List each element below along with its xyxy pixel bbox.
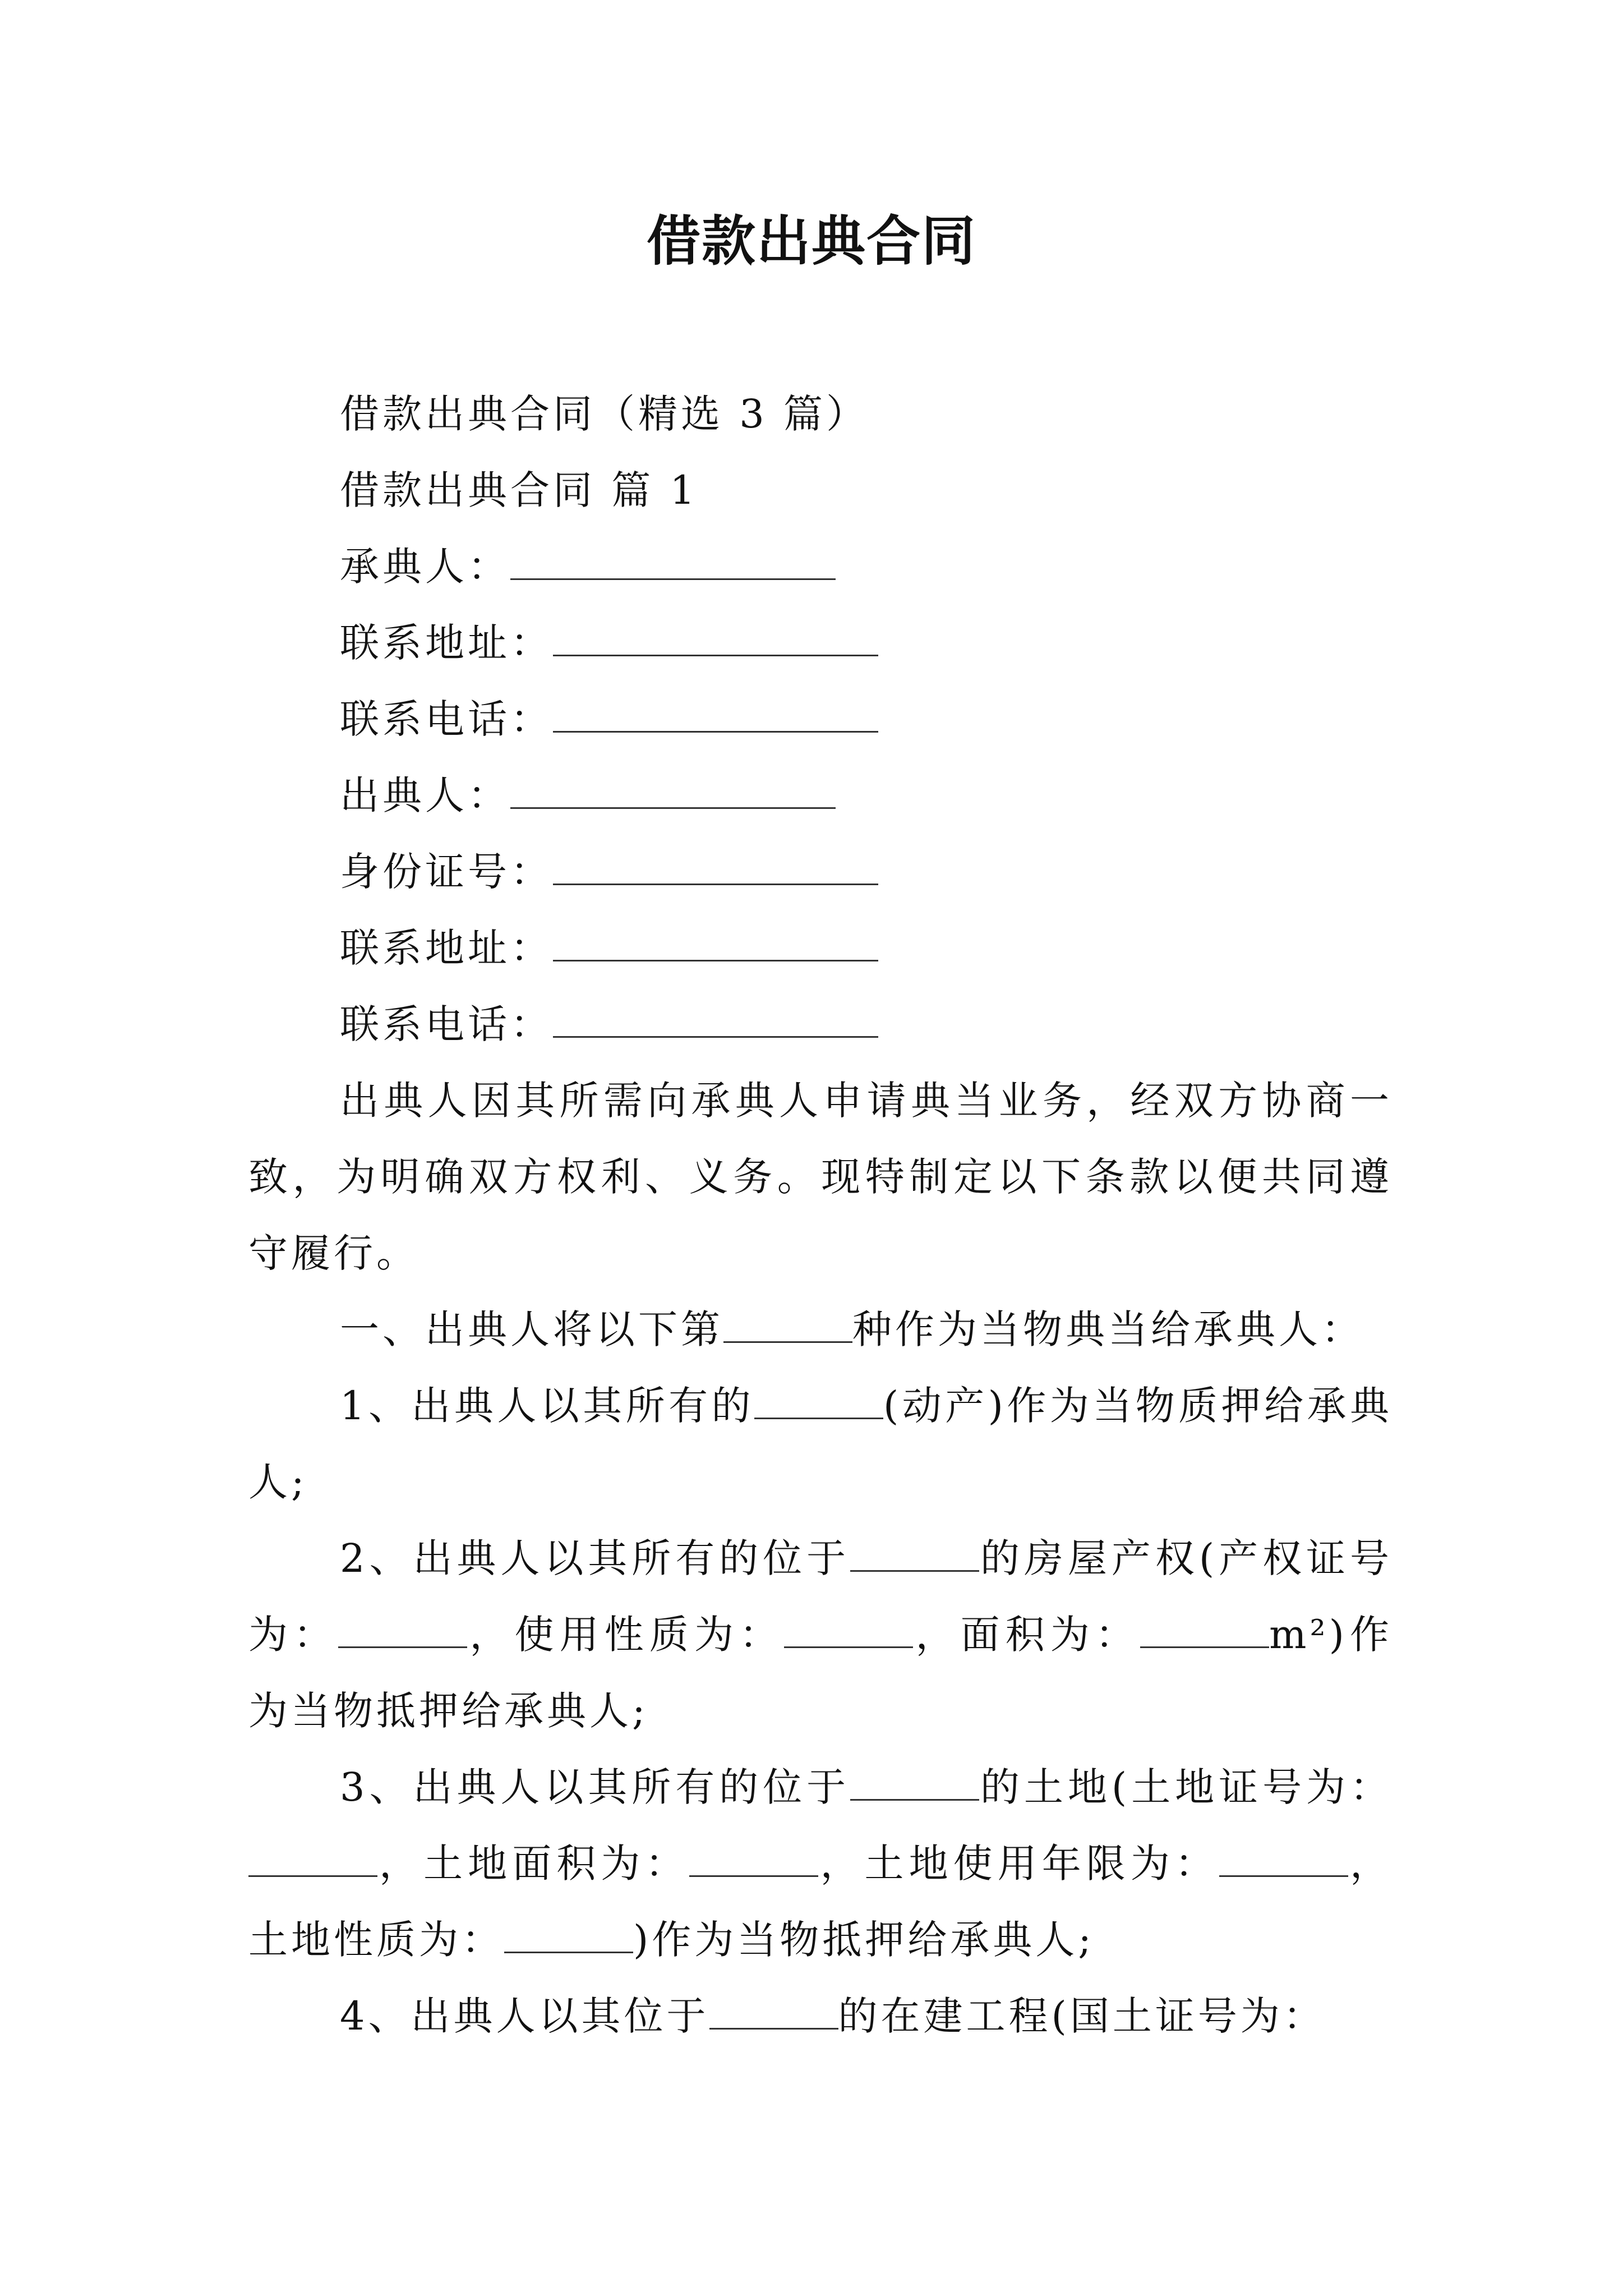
item-2-text-a: 2、出典人以其所有的位于	[340, 1535, 851, 1581]
item-2-text-c: ，使用性质为：	[467, 1612, 785, 1658]
clause-1-text-b: 种作为当物典当给承典人：	[852, 1306, 1364, 1352]
document-title: 借款出典合同	[647, 209, 976, 273]
item-4	[248, 1978, 1393, 2054]
item-2-location-blank[interactable]	[850, 1541, 979, 1572]
clause-1-blank[interactable]	[723, 1312, 852, 1343]
pawnor-id-blank[interactable]	[553, 854, 878, 885]
item-2-text-e: m²)作为当物抵押给承典人;	[248, 1612, 1393, 1734]
item-2	[248, 1520, 1393, 1749]
item-3-text-d: ，土地使用年限为：	[818, 1841, 1219, 1887]
pawnor-id-field	[248, 834, 1393, 910]
item-3	[248, 1749, 1393, 1978]
pawnor-phone-field	[248, 986, 1393, 1062]
item-3-nature-blank[interactable]	[504, 1922, 633, 1953]
pawnor-phone-label: 联系电话：	[340, 1001, 553, 1047]
item-2-usage-blank[interactable]	[784, 1617, 913, 1648]
item-2-certificate-blank[interactable]	[338, 1617, 467, 1648]
item-3-term-blank[interactable]	[1219, 1846, 1348, 1877]
pawnee-address-blank[interactable]	[553, 625, 878, 656]
pawnee-address-field	[248, 605, 1393, 681]
item-2-area-blank[interactable]	[1140, 1617, 1269, 1648]
pawnor-field	[248, 757, 1393, 834]
pawnor-blank[interactable]	[510, 778, 836, 809]
pawnee-phone-label: 联系电话：	[340, 696, 553, 742]
clause-1-text-a: 一、出典人将以下第	[340, 1306, 723, 1352]
item-4-text-b: 的在建工程(国土证号为：	[838, 1993, 1326, 2039]
item-4-text-a: 4、出典人以其位于	[340, 1993, 709, 2039]
pawnor-address-label: 联系地址：	[340, 925, 553, 971]
item-3-location-blank[interactable]	[850, 1770, 979, 1801]
item-1-blank[interactable]	[754, 1388, 883, 1419]
pawnee-blank[interactable]	[510, 549, 836, 580]
item-3-certificate-blank[interactable]	[248, 1846, 377, 1877]
pawnor-id-label: 身份证号：	[340, 849, 553, 895]
item-4-location-blank[interactable]	[709, 1999, 838, 2030]
pawnor-address-blank[interactable]	[553, 931, 878, 961]
pawnee-phone-blank[interactable]	[553, 702, 878, 733]
pawnee-field	[248, 528, 1393, 605]
item-3-text-e: ，土地性质为：	[248, 1841, 1393, 1963]
item-1-text-a: 1、出典人以其所有的	[340, 1383, 755, 1429]
document-body	[248, 376, 1393, 2054]
item-2-text-b: 的房屋产权(产权证号为：	[248, 1535, 1393, 1658]
item-3-text-c: ，土地面积为：	[377, 1841, 690, 1887]
pawnor-label: 出典人：	[340, 772, 510, 818]
intro-paragraph: 出典人因其所需向承典人申请典当业务，经双方协商一致，为明确双方权利、义务。现特制定以下条款以便共同遵守履行。	[248, 1078, 1393, 1276]
section-heading: 借款出典合同 篇 1	[340, 467, 699, 513]
document-subtitle: 借款出典合同（精选 3 篇）	[340, 391, 869, 437]
item-3-text-a: 3、出典人以其所有的位于	[340, 1764, 851, 1810]
pawnee-label: 承典人：	[340, 544, 510, 590]
clause-1	[248, 1291, 1393, 1368]
item-3-area-blank[interactable]	[689, 1846, 818, 1877]
item-3-text-f: )作为当物抵押给承典人;	[633, 1917, 1095, 1963]
pawnee-address-label: 联系地址：	[340, 620, 553, 666]
pawnor-phone-blank[interactable]	[553, 1007, 878, 1038]
item-2-text-d: ，面积为：	[913, 1612, 1141, 1658]
pawnee-phone-field	[248, 681, 1393, 757]
item-3-text-b: 的土地(土地证号为：	[979, 1764, 1393, 1810]
item-1	[248, 1368, 1393, 1520]
item-1-text-b: (动产)作为当物质押给承典人;	[248, 1383, 1393, 1505]
pawnor-address-field	[248, 910, 1393, 986]
